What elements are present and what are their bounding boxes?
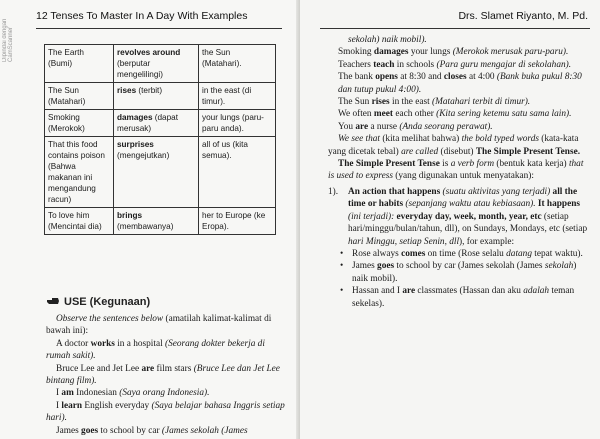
bullet-dot-icon: •	[340, 286, 344, 297]
bullet-dot-icon: •	[340, 248, 344, 259]
verb-cell: surprises (mengejutkan)	[114, 137, 199, 208]
example-sentence: We often meet each other (Kita sering ketemu satu sama lain).	[338, 109, 572, 120]
book-title-header: 12 Tenses To Master In A Day With Examples	[36, 10, 248, 22]
item-number: 1).	[328, 186, 339, 197]
table-row	[45, 208, 276, 235]
author-header: Drs. Slamet Riyanto, M. Pd.	[458, 10, 588, 22]
example-sentence: James goes to school by car (James sekolah (James	[56, 425, 248, 436]
subject-cell: To love him (Mencintai dia)	[45, 208, 114, 235]
verb-cell: damages (dapat merusak)	[114, 110, 199, 137]
example-sentence: The Sun rises in the east (Matahari terbit di timur).	[338, 97, 531, 108]
table-row	[45, 45, 276, 83]
right-examples	[328, 46, 590, 133]
paragraph-simple-present-intro: We see that (kita melihat bahwa) the bold typed words (kata-kata yang dicetak tebal) are called (disebut) The Simple Present Tense.	[328, 134, 581, 157]
tense-table	[44, 44, 276, 235]
example-sentence: Teachers teach in schools (Para guru mengajar di sekolahan).	[338, 59, 572, 70]
example-sentence: You are a nurse (Anda seorang perawat).	[338, 121, 493, 132]
continued-translation: sekolah) naik mobil).	[348, 35, 427, 45]
scan-watermark: Dipindai dengan CamScanner	[2, 18, 14, 62]
example-sentence: I learn English everyday (Saya belajar bahasa Inggris setiap hari).	[46, 400, 285, 424]
example-sentence: A doctor works in a hospital (Seorang dokter bekerja di rumah sakit).	[46, 338, 265, 362]
table-row	[45, 83, 276, 110]
bullet-item: • Rose always comes on time (Rose selalu datang tepat waktu).	[340, 248, 583, 259]
right-body-text	[328, 34, 590, 310]
verb-cell: brings (membawanya)	[114, 208, 199, 235]
example-sentence: I am Indonesian (Saya orang Indonesia).	[56, 388, 210, 399]
right-page	[300, 0, 600, 439]
subject-cell: The Sun (Matahari)	[45, 83, 114, 110]
subject-cell: The Earth (Bumi)	[45, 45, 114, 83]
object-cell: all of us (kita semua).	[199, 137, 276, 208]
bullet-dot-icon: •	[340, 261, 344, 272]
bullet-item: • James goes to school by car (James sekolah (James sekolah) naik mobil).	[340, 261, 577, 284]
use-heading: USE (Kegunaan)	[46, 296, 150, 308]
table-row	[45, 110, 276, 137]
object-cell: her to Europe (ke Eropa).	[199, 208, 276, 235]
hand-pointer-icon	[46, 296, 60, 306]
numbered-item-1: 1). An action that happens (suatu aktivitas yang terjadi) all the time or habits (sepanjang waktu atau kebiasaan). It happens (ini terjadi): everyday day, week, month, year, etc (setiap hari/minggu/bulan/tahun, dll), on Sundays, Mondays, etc (setiap hari Minggu, setiap Senin, dll), for example:	[328, 186, 588, 247]
example-sentence: Smoking damages your lungs (Merokok merusak paru-paru).	[338, 47, 569, 58]
paragraph-definition: The Simple Present Tense is a verb form (bentuk kata kerja) that is used to express (yang digunakan untuk menyatakan):	[328, 159, 584, 182]
object-cell: in the east (di timur).	[199, 83, 276, 110]
left-examples	[46, 338, 286, 437]
bullet-list	[328, 248, 590, 310]
example-sentence: The bank opens at 8:30 and closes at 4:00 (Bank buka pukul 8:30 dan tutup pukul 4:00).	[338, 72, 582, 95]
verb-cell: rises (terbit)	[114, 83, 199, 110]
bullet-item: • Hassan and I are classmates (Hassan dan aku adalah teman sekelas).	[340, 286, 575, 309]
subject-cell: That this food contains poison (Bahwa makanan ini mengandung racun)	[45, 137, 114, 208]
table-row	[45, 137, 276, 208]
example-sentence: Bruce Lee and Jet Lee are film stars (Bruce Lee dan Jet Lee bintang film).	[46, 363, 280, 387]
subject-cell: Smoking (Merokok)	[45, 110, 114, 137]
verb-cell: revolves around (berputar mengelilingi)	[114, 45, 199, 83]
object-cell: the Sun (Matahari).	[199, 45, 276, 83]
object-cell: your lungs (paru-paru anda).	[199, 110, 276, 137]
header-rule	[36, 28, 282, 29]
left-body-text	[46, 313, 286, 437]
intro-paragraph: Observe the sentences below (amatilah kalimat-kalimat di bawah ini):	[46, 314, 272, 337]
header-rule	[320, 28, 590, 29]
